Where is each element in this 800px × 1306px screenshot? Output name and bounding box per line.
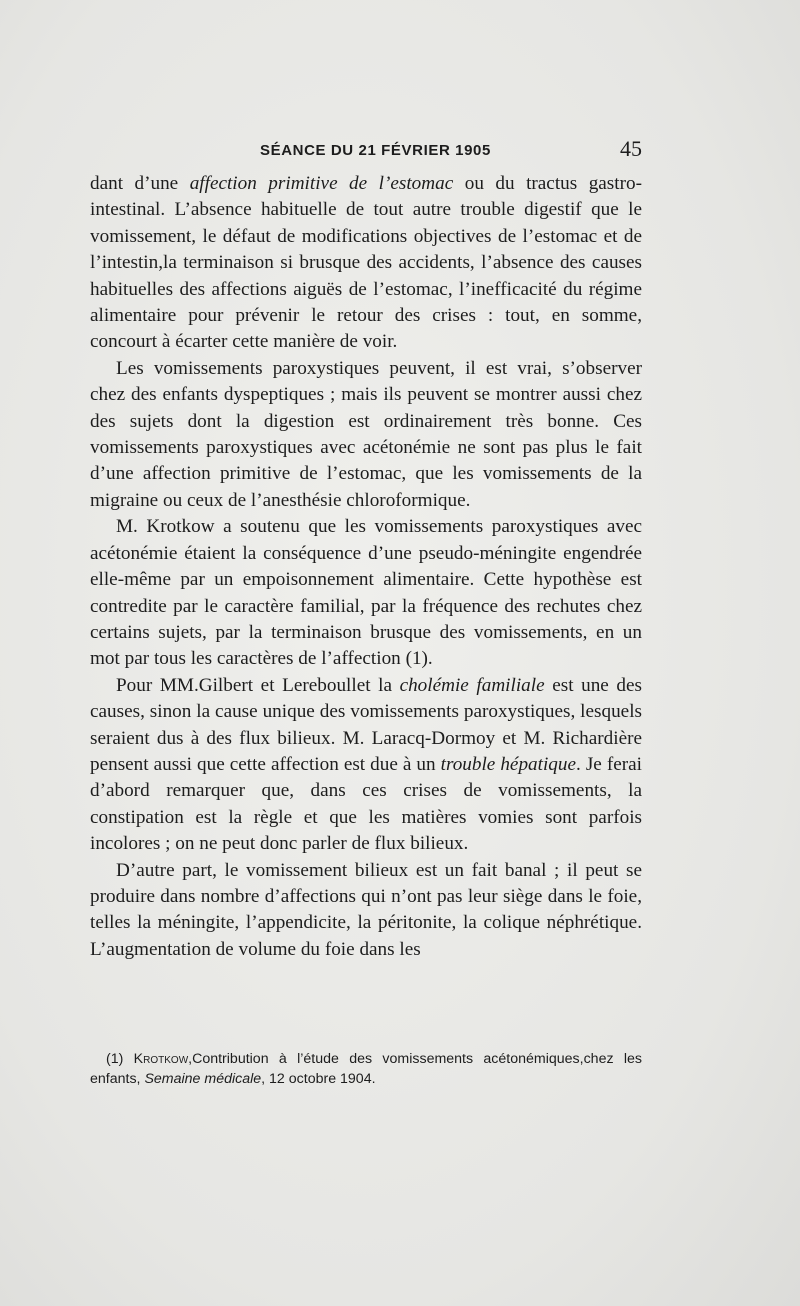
italic-text: trouble hépatique (440, 753, 577, 775)
paragraph (90, 673, 642, 858)
footnotes (90, 1049, 642, 1089)
text-run: M. Krotkow a soutenu que les vomissements paroxystiques avec acétonémie étaient la conséquence d’une pseudo-méningite engendrée elle-même par un empoisonnement alimentaire. Cette hypothèse est contredite par le caractère familial, par la fréquence des rechutes chez certains sujets, par la terminaison brusque des vomissements, en un mot par tous les caractères de l’affection (1). (90, 516, 642, 670)
text-run: . Je ferai d’abord remarquer que, dans ces crises de vomissements, la constipation est la règle et que les matières vomies sont parfois incolores ; on ne peut donc parler de flux bilieux. (90, 753, 642, 855)
text-run: est une des causes, sinon la cause unique des vomissements paroxystiques, lesquels seraient dus à des flux bilieux. M. Laracq-Dormoy et M. Richardière pensent aussi que cette affection est due à un (90, 674, 642, 775)
author-name: Krotkow (133, 1051, 189, 1067)
paragraph (90, 514, 642, 672)
text-run: dant d’une (90, 173, 190, 194)
italic-text: Semaine médicale (144, 1071, 262, 1087)
italic-text: affection primitive de l’estomac (189, 173, 454, 194)
paragraph (90, 171, 642, 356)
text-run: ou du tractus gastro-intestinal. L’absence habituelle de tout autre trouble digestif que le vomissement, le défaut de modifications objectives de l’estomac et de l’intestin,la terminaison si brusque des accidents, l’absence des causes habituelles des affections aiguës de l’estomac, l’inefficacité du régime alimentaire pour prévenir le retour des crises : tout, en somme, concourt à écarter cette manière de voir. (90, 173, 642, 353)
text-run: ,Contribution à l’étude des vomissements acétonémiques,chez les enfants, (90, 1051, 643, 1087)
footnote (90, 1049, 642, 1089)
italic-text: cholémie familiale (399, 674, 545, 696)
text-run: , 12 octobre 1904. (261, 1071, 376, 1087)
running-header (90, 136, 642, 166)
running-title: SÉANCE DU 21 FÉVRIER 1905 (260, 142, 491, 159)
text-run: Les vomissements paroxystiques peuvent, il est vrai, s’observer chez des enfants dyspeptiques ; mais ils peuvent se montrer aussi chez des sujets dont la digestion est ordinairement très bonne. Ces vomissements paroxystiques avec acétonémie ne sont pas plus le fait d’une affection primitive de l’estomac, que les vomissements de la migraine ou ceux de l’anesthésie chloroformique. (90, 357, 642, 511)
paragraph (90, 356, 642, 514)
text-run: D’autre part, le vomissement bilieux est un fait banal ; il peut se produire dans nombre d’affections qui n’ont pas leur siège dans le foie, telles la méningite, l’appendicite, la péritonite, la colique néphrétique. L’augmentation de volume du foie dans les (90, 859, 642, 960)
text-run: (1) (106, 1051, 134, 1067)
paragraph (90, 858, 642, 964)
text-run: Pour MM.Gilbert et Lereboullet la (116, 674, 400, 696)
page-number: 45 (620, 136, 642, 161)
body-text (90, 171, 642, 963)
